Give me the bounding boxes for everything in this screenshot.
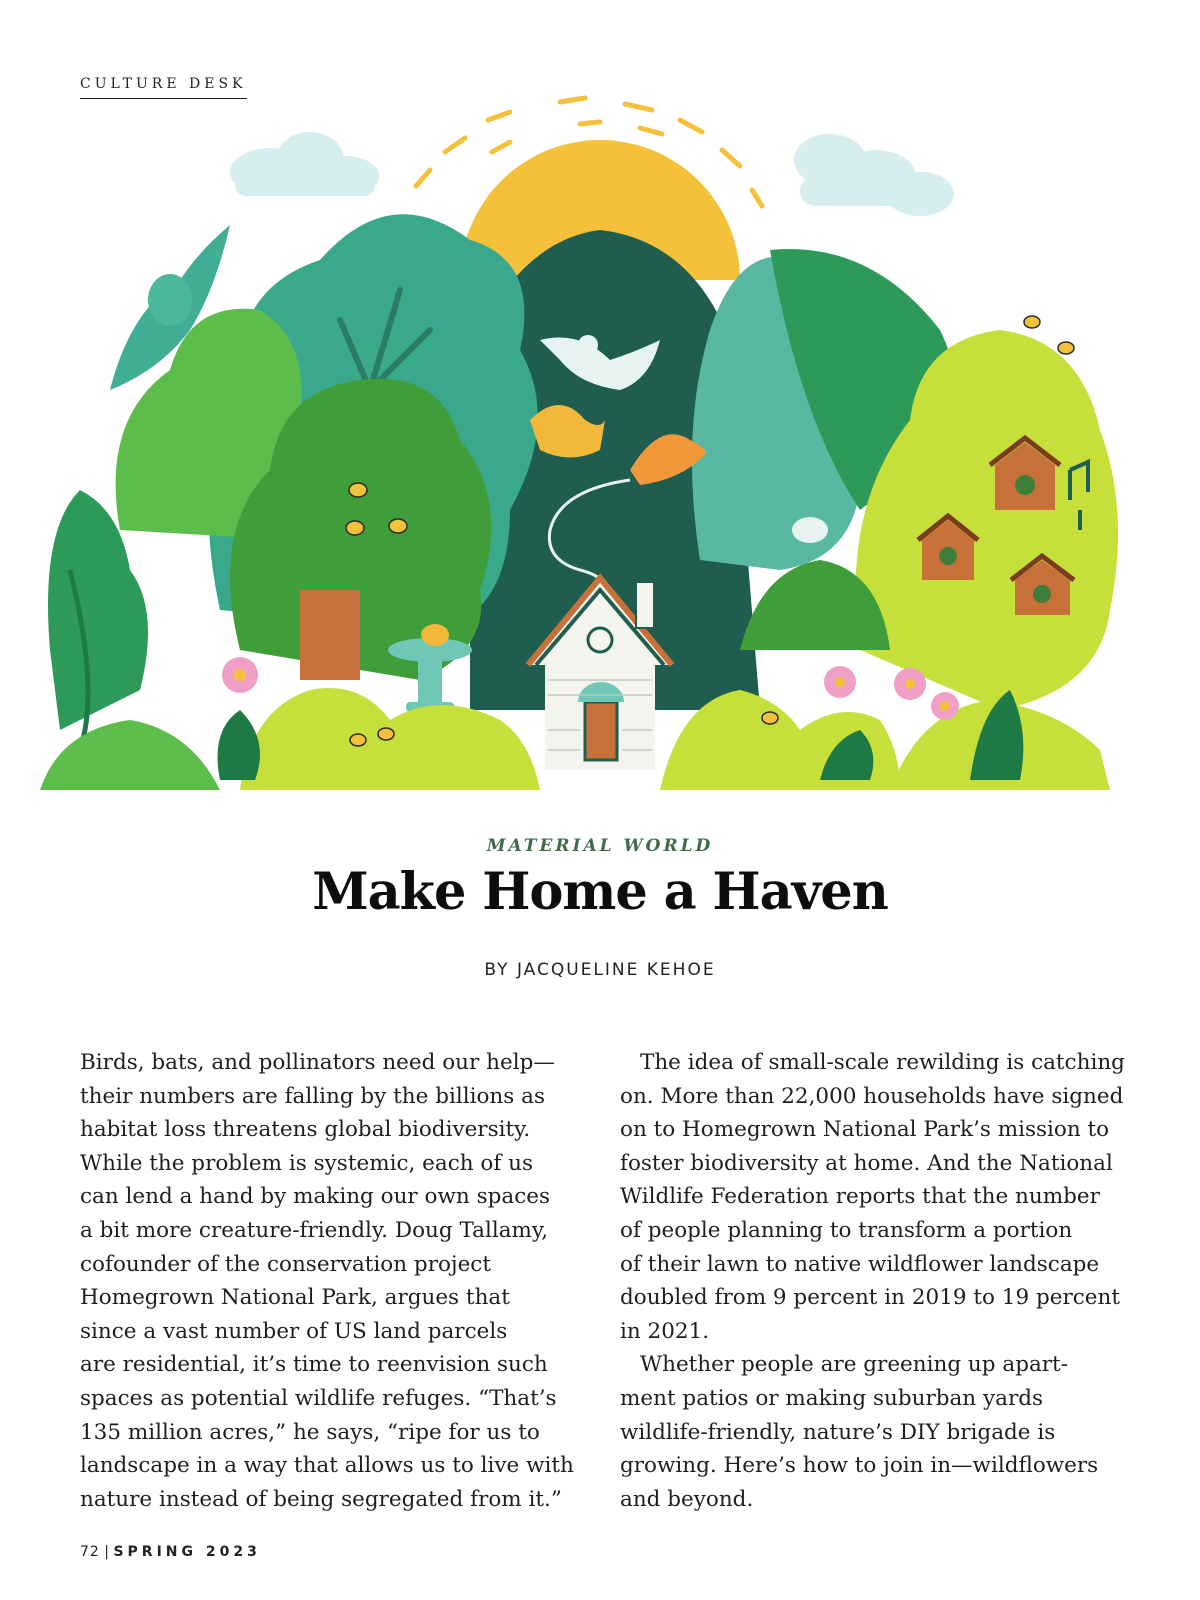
body-text-line: wildlife-friendly, nature’s DIY brigade is (620, 1419, 1056, 1445)
body-text-line: spaces as potential wildlife refuges. “That’s (80, 1385, 557, 1411)
body-text-line: of people planning to transform a portion (620, 1217, 1073, 1243)
body-text-line: and beyond. (620, 1486, 754, 1512)
article-column-left (80, 1046, 600, 1516)
article-column-right (620, 1046, 1145, 1516)
cloud-right (794, 134, 954, 216)
body-text-line: Homegrown National Park, argues that (80, 1285, 510, 1311)
issue-label: SPRING 2023 (113, 1544, 261, 1560)
body-text-line: can lend a hand by making our own spaces (80, 1184, 550, 1210)
body-text-line: The idea of small-scale rewilding is catching (640, 1050, 1125, 1075)
body-text-line: a bit more creature-friendly. Doug Tallamy, (80, 1217, 549, 1243)
pink-flower-icon (931, 692, 959, 720)
body-text-line: since a vast number of US land parcels (80, 1318, 508, 1344)
body-text-line: foster biodiversity at home. And the National (620, 1150, 1113, 1176)
body-text-line: their numbers are falling by the billions as (80, 1083, 545, 1109)
body-text-line: landscape in a way that allows us to live with (80, 1453, 574, 1479)
page-footer (80, 1544, 261, 1560)
page-number: 72 (80, 1544, 100, 1560)
body-text-line: ment patios or making suburban yards (620, 1385, 1044, 1411)
cloud-left (230, 132, 379, 196)
body-text-line: doubled from 9 percent in 2019 to 19 percent (620, 1285, 1121, 1311)
wildlife-haven-illustration (40, 90, 1160, 802)
body-text-line: Birds, bats, and pollinators need our help— (80, 1050, 555, 1075)
body-text-line: of their lawn to native wildflower landscape (620, 1251, 1100, 1277)
body-text-line: on. More than 22,000 households have signed (620, 1083, 1124, 1109)
footer-separator: | (104, 1544, 109, 1560)
article-title: Make Home a Haven (312, 862, 888, 922)
body-text-line: growing. Here’s how to join in—wildflowers (620, 1453, 1099, 1479)
perched-bird-icon (792, 517, 828, 543)
body-text-line: nature instead of being segregated from it.” (80, 1486, 562, 1512)
pink-flower-icon (894, 668, 926, 700)
body-text-line: in 2021. (620, 1318, 710, 1344)
tree-trunk (300, 590, 360, 680)
body-text-line: habitat loss threatens global biodiversity. (80, 1117, 531, 1143)
pink-flower-icon (222, 657, 258, 693)
section-label: CULTURE DESK (80, 76, 247, 99)
body-text-line: Wildlife Federation reports that the number (620, 1184, 1100, 1210)
dark-leaf-left (218, 710, 261, 780)
body-text-line: on to Homegrown National Park’s mission to (620, 1117, 1110, 1143)
article-byline: BY JACQUELINE KEHOE (484, 960, 716, 980)
pink-flower-icon (824, 666, 856, 698)
body-text-line: Whether people are greening up apart- (640, 1352, 1068, 1378)
article-kicker: MATERIAL WORLD (486, 836, 714, 856)
body-text-line: are residential, it’s time to reenvision such (80, 1352, 548, 1378)
body-text-line: 135 million acres,” he says, “ripe for us to (80, 1419, 540, 1445)
body-text-line: cofounder of the conservation project (80, 1251, 491, 1277)
body-text-line: While the problem is systemic, each of us (80, 1150, 534, 1176)
